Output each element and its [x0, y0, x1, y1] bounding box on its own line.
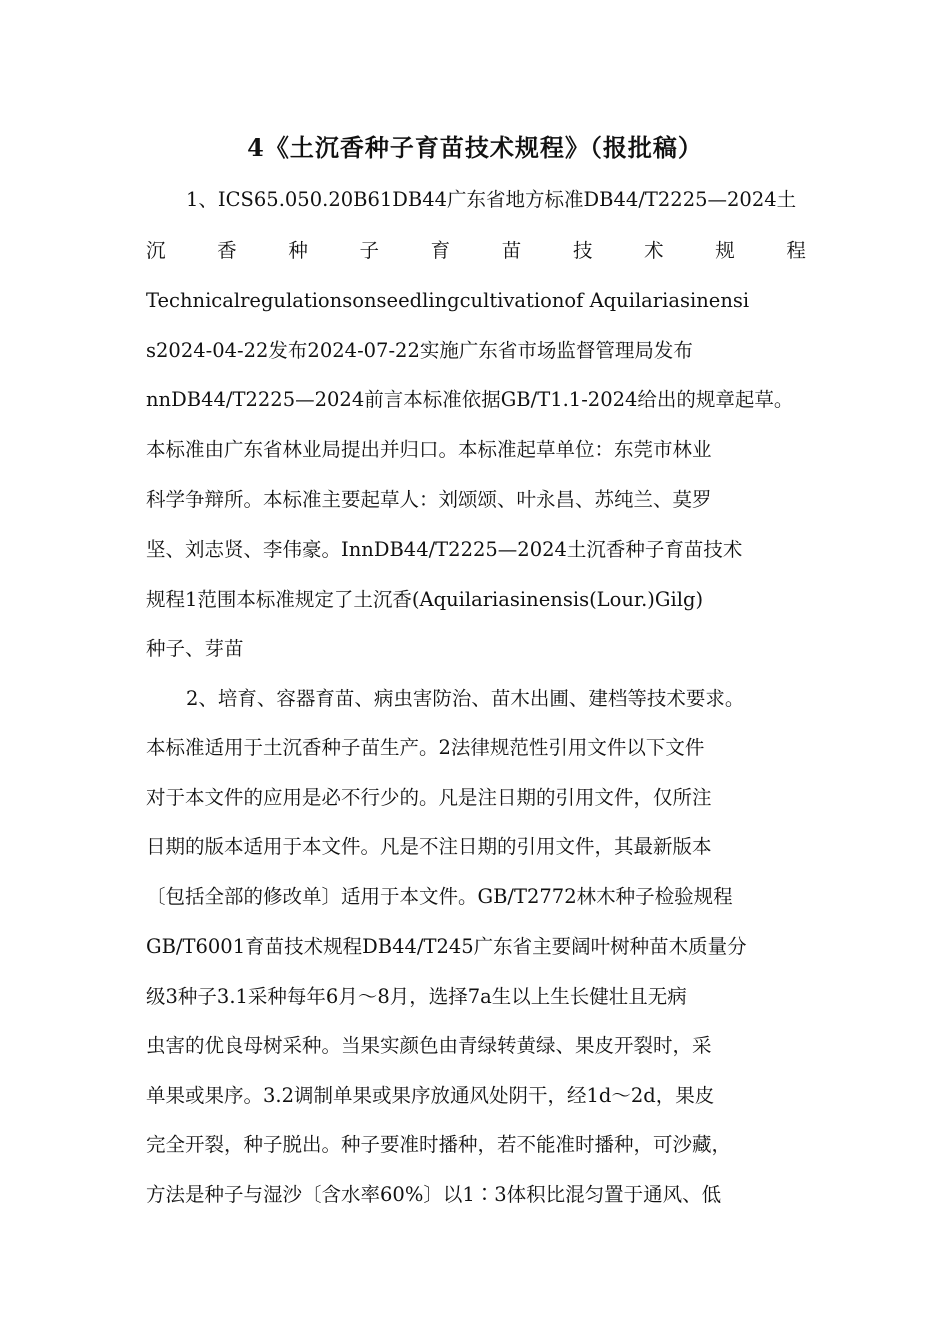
- text-line: nnDB44/T2225—2024前言本标准依据GB/T1.1-2024给出的规章起草。: [146, 388, 794, 411]
- text-line: 方法是种子与湿沙〔含水率60%〕以1∶3体积比混匀置于通风、低: [146, 1183, 722, 1206]
- text-line: 1、ICS65.050.20B61DB44广东省地方标准DB44/T2225—2024土: [186, 188, 797, 211]
- spread-char: 子: [359, 239, 379, 262]
- spread-char: 育: [430, 239, 451, 262]
- spread-char: 种: [288, 239, 308, 262]
- text-line: 日期的版本适用于本文件。凡是不注日期的引用文件，其最新版本: [146, 835, 712, 858]
- text-line: 种子、芽苗: [146, 637, 244, 660]
- spread-title-line: [146, 231, 806, 271]
- text-line: 科学争辩所。本标准主要起草人：刘颂颂、叶永昌、苏纯兰、莫罗: [146, 488, 712, 511]
- spread-char: 术: [644, 239, 664, 262]
- spread-char: 程: [786, 239, 806, 262]
- spread-char: 沉: [146, 239, 166, 262]
- text-line: 级3种子3.1采种每年6月～8月，选择7a生以上生长健壮且无病: [146, 985, 687, 1008]
- text-line: 单果或果序。3.2调制单果或果序放通风处阴干，经1d～2d，果皮: [146, 1084, 715, 1107]
- text-line: GB/T6001育苗技术规程DB44/T245广东省主要阔叶树种苗木质量分: [146, 935, 747, 958]
- text-line: 本标准由广东省林业局提出并归口。本标准起草单位：东莞市林业: [146, 438, 712, 461]
- text-line: 本标准适用于土沉香种子苗生产。2法律规范性引用文件以下文件: [146, 736, 705, 759]
- text-line: 规程1范围本标准规定了土沉香(Aquilariasinensis(Lour.)Gilg): [146, 588, 704, 611]
- document-title: 4《土沉香种子育苗技术规程》（报批稿）: [247, 133, 703, 162]
- spread-char: 香: [217, 239, 237, 262]
- text-line: 〔包括全部的修改单〕适用于本文件。GB/T2772林木种子检验规程: [146, 885, 733, 908]
- text-line: s2024-04-22发布2024-07-22实施广东省市场监督管理局发布: [146, 339, 693, 362]
- spread-char: 技: [572, 239, 593, 262]
- text-line: 坚、刘志贤、李伟豪。InnDB44/T2225—2024土沉香种子育苗技术: [146, 538, 743, 561]
- spread-char: 规: [715, 239, 735, 262]
- text-line: 2、培育、容器育苗、病虫害防治、苗木出圃、建档等技术要求。: [186, 687, 745, 710]
- text-line: 完全开裂，种子脱出。种子要准时播种，若不能准时播种，可沙藏，: [146, 1133, 732, 1156]
- text-line: 虫害的优良母树采种。当果实颜色由青绿转黄绿、果皮开裂时，采: [146, 1034, 712, 1057]
- text-line: Technicalregulationsonseedlingcultivationof Aquilariasinensi: [146, 289, 750, 312]
- text-line: 对于本文件的应用是必不行少的。凡是注日期的引用文件，仅所注: [146, 786, 712, 809]
- spread-char: 苗: [501, 239, 522, 262]
